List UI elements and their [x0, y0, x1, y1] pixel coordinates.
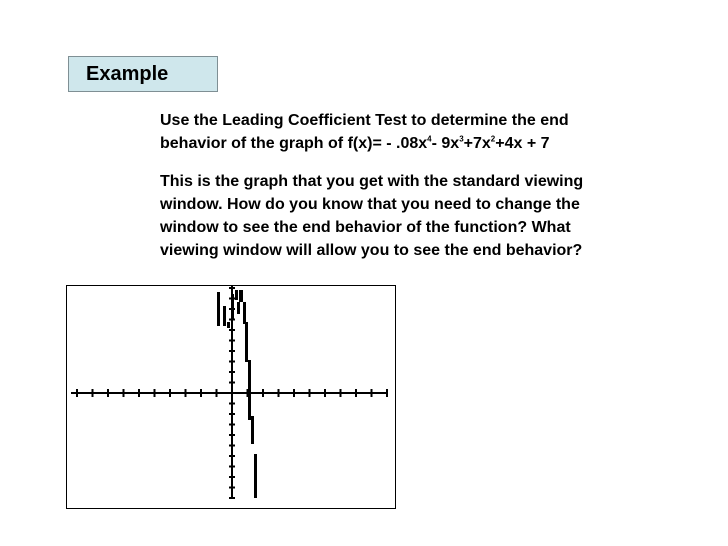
y-tick	[229, 350, 235, 352]
x-tick	[169, 389, 171, 397]
exponent-4: 4	[427, 134, 432, 144]
function-term-c: +4x + 7	[495, 135, 550, 152]
x-tick	[138, 389, 140, 397]
question-text	[160, 170, 705, 262]
y-tick	[229, 466, 235, 468]
y-tick	[229, 487, 235, 489]
y-tick	[229, 287, 235, 289]
x-tick	[355, 389, 357, 397]
y-tick	[229, 445, 235, 447]
x-tick	[76, 389, 78, 397]
curve-segment	[227, 322, 230, 328]
calculator-graph-screen	[66, 285, 396, 509]
x-tick	[92, 389, 94, 397]
function-term-b: +7x	[463, 135, 491, 152]
x-tick	[123, 389, 125, 397]
y-tick	[229, 497, 235, 499]
x-tick	[340, 389, 342, 397]
curve-segment	[254, 454, 257, 498]
problem-line-2	[160, 132, 705, 155]
x-tick	[324, 389, 326, 397]
curve-segment	[245, 322, 248, 362]
curve-segment	[217, 292, 220, 326]
problem-line-1: Use the Leading Coefficient Test to determine the end	[160, 112, 569, 129]
y-tick	[229, 382, 235, 384]
function-prefix: behavior of the graph of f(x)= - .08x	[160, 135, 428, 152]
curve-segment	[248, 360, 251, 420]
x-tick	[262, 389, 264, 397]
y-tick	[229, 413, 235, 415]
curve-segment	[231, 294, 234, 320]
curve-segment	[237, 302, 240, 314]
y-tick	[229, 340, 235, 342]
x-tick	[216, 389, 218, 397]
graph-canvas	[67, 286, 395, 508]
y-tick	[229, 403, 235, 405]
x-tick	[107, 389, 109, 397]
graph-axes	[71, 286, 388, 499]
y-tick	[229, 361, 235, 363]
exponent-2: 2	[490, 134, 496, 144]
y-tick	[229, 476, 235, 478]
curve-segment	[223, 306, 226, 326]
x-tick	[309, 389, 311, 397]
problem-statement	[160, 109, 705, 155]
example-header-label: Example	[86, 63, 169, 85]
x-tick	[185, 389, 187, 397]
question-line-2: window. How do you know that you need to change the	[160, 196, 580, 213]
y-tick	[229, 371, 235, 373]
curve-segment	[251, 416, 254, 444]
y-tick	[229, 434, 235, 436]
curve-segment	[239, 290, 243, 302]
y-tick	[229, 424, 235, 426]
x-tick	[293, 389, 295, 397]
exponent-3: 3	[459, 134, 464, 144]
x-tick	[154, 389, 156, 397]
x-tick	[371, 389, 373, 397]
x-tick	[278, 389, 280, 397]
curve-segment	[243, 302, 246, 324]
question-line-1: This is the graph that you get with the standard viewing	[160, 173, 584, 190]
x-tick	[386, 389, 388, 397]
function-term-a: - 9x	[431, 135, 460, 152]
y-tick	[229, 329, 235, 331]
example-header-box	[68, 56, 218, 92]
question-line-4: viewing window will allow you to see the end behavior?	[160, 242, 583, 259]
question-line-3: window to see the end behavior of the function? What	[160, 219, 571, 236]
x-tick	[200, 389, 202, 397]
curve-segment	[235, 290, 238, 300]
y-tick	[229, 455, 235, 457]
